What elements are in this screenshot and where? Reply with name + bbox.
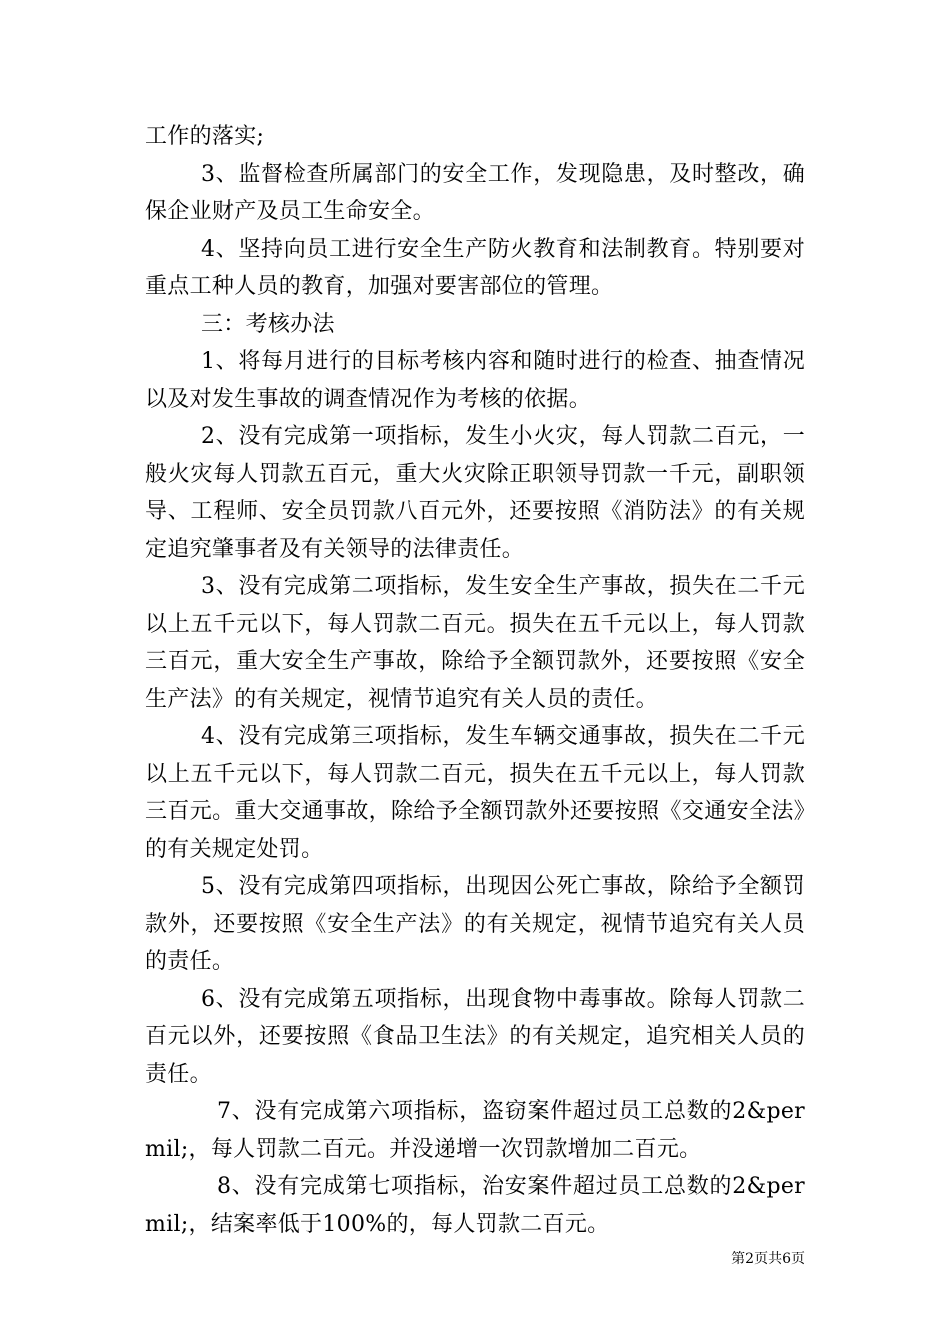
assessment-item-4: 4、没有完成第三项指标，发生车辆交通事故，损失在二千元以上五千元以下，每人罚款二百元，损失在五千元以上，每人罚款三百元。重大交通事故，除给予全额罚款外还要按照《交通安全法》的有关规定处罚。 (145, 724, 805, 862)
paragraph-item-3: 3、监督检查所属部门的安全工作，发现隐患，及时整改，确保企业财产及员工生命安全。 (145, 161, 805, 224)
paragraph-item-4: 4、坚持向员工进行安全生产防火教育和法制教育。特别要对重点工种人员的教育，加强对要害部位的管理。 (145, 236, 805, 299)
assessment-item-5: 5、没有完成第四项指标，出现因公死亡事故，除给予全额罚款外，还要按照《安全生产法》的有关规定，视情节追究有关人员的责任。 (145, 874, 805, 974)
page-number-footer: 第2页共6页 (731, 1251, 805, 1267)
paragraph-continuation: 工作的落实; (145, 124, 265, 149)
document-body (145, 118, 805, 1243)
assessment-item-8: 8、没有完成第七项指标，治安案件超过员工总数的2&permil;，结案率低于100%的，每人罚款二百元。 (145, 1174, 805, 1237)
assessment-item-7: 7、没有完成第六项指标，盗窃案件超过员工总数的2&permil;，每人罚款二百元。并没递增一次罚款增加二百元。 (145, 1099, 805, 1162)
section-heading-assessment: 三：考核办法 (201, 311, 335, 337)
assessment-item-3: 3、没有完成第二项指标，发生安全生产事故，损失在二千元以上五千元以下，每人罚款二百元。损失在五千元以上，每人罚款三百元，重大安全生产事故，除给予全额罚款外，还要按照《安全生产法》的有关规定，视情节追究有关人员的责任。 (145, 574, 805, 712)
assessment-item-6: 6、没有完成第五项指标，出现食物中毒事故。除每人罚款二百元以外，还要按照《食品卫生法》的有关规定，追究相关人员的责任。 (145, 986, 805, 1087)
assessment-item-2: 2、没有完成第一项指标，发生小火灾，每人罚款二百元，一般火灾每人罚款五百元，重大火灾除正职领导罚款一千元，副职领导、工程师、安全员罚款八百元外，还要按照《消防法》的有关规定追究肇事者及有关领导的法律责任。 (145, 424, 805, 562)
assessment-item-1: 1、将每月进行的目标考核内容和随时进行的检查、抽查情况以及对发生事故的调查情况作为考核的依据。 (145, 349, 805, 412)
